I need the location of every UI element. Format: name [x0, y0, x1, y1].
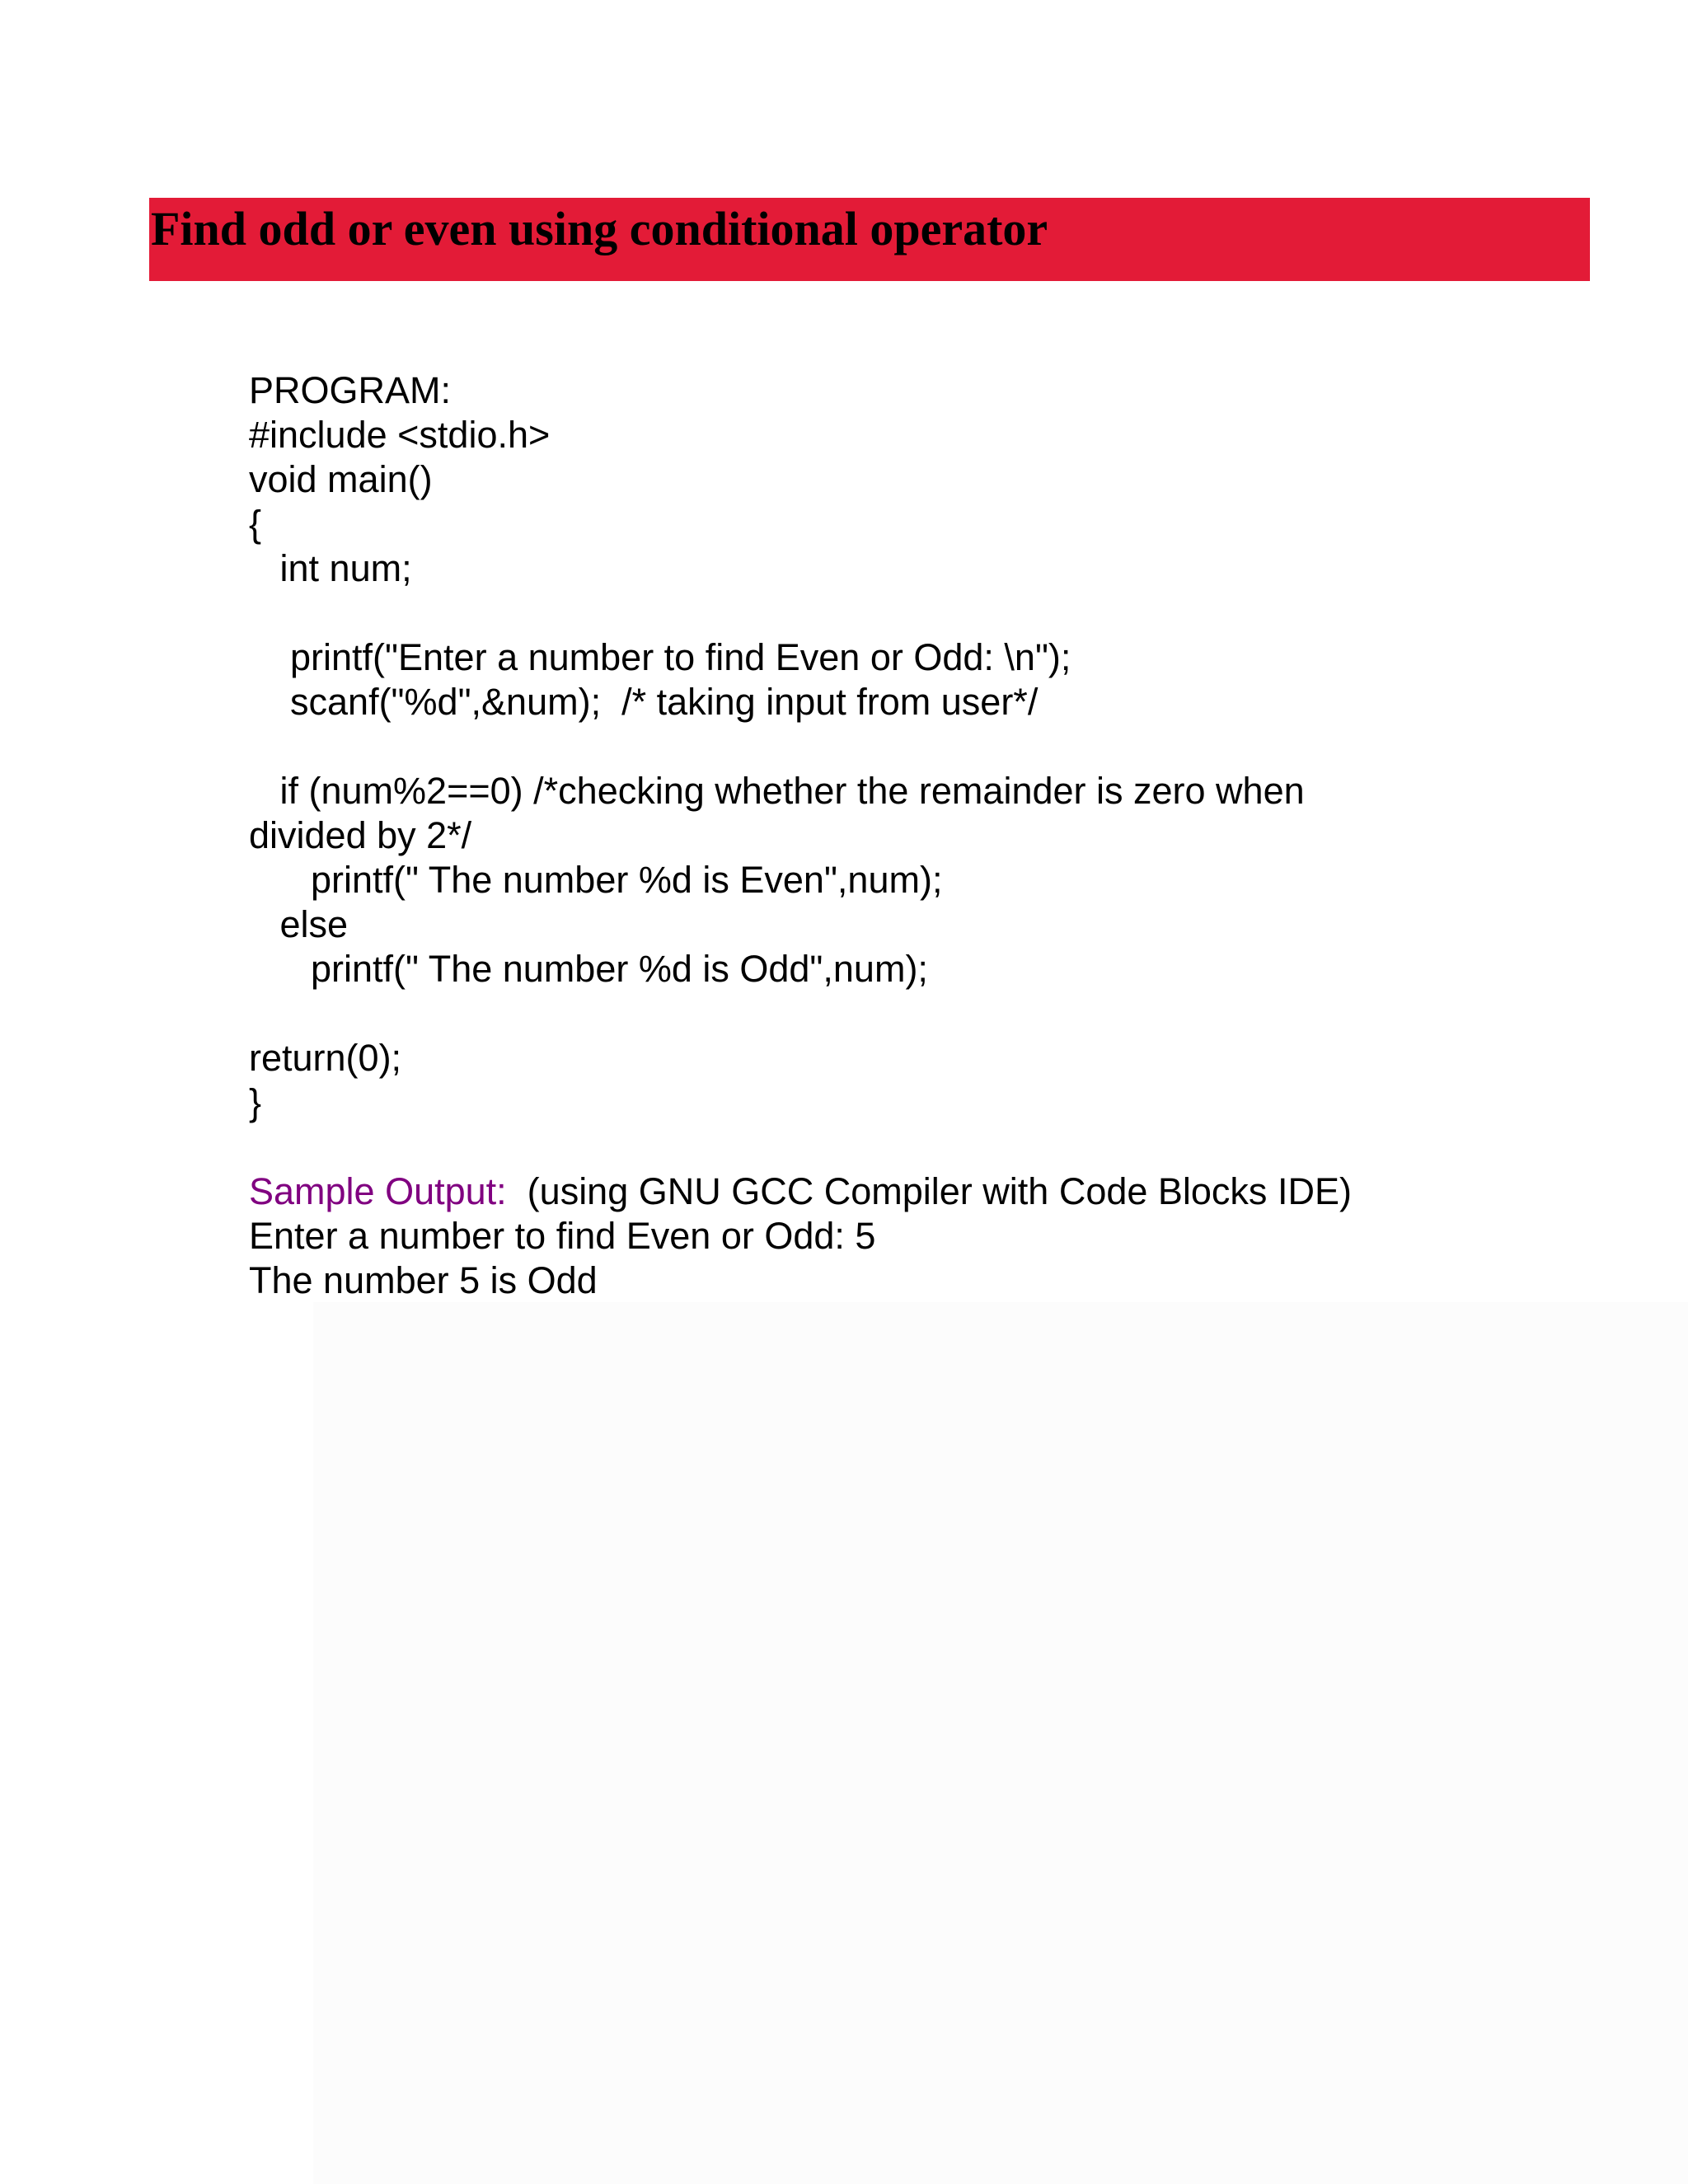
code-line: else	[249, 903, 349, 945]
code-line: return(0);	[249, 1037, 402, 1079]
sample-output-heading	[249, 1169, 1609, 1214]
page-shade	[313, 1302, 1688, 2184]
program-code	[249, 368, 1568, 1125]
code-line: }	[249, 1081, 262, 1123]
sample-output	[249, 1169, 1609, 1303]
code-line	[249, 724, 1568, 769]
code-line: scanf("%d",&num); /* taking input from user*/	[249, 681, 1039, 723]
output-line: Enter a number to find Even or Odd: 5	[249, 1215, 876, 1257]
sample-output-note: (using GNU GCC Compiler with Code Blocks IDE)	[506, 1170, 1352, 1212]
code-line: divided by 2*/	[249, 814, 472, 856]
code-line: printf("Enter a number to find Even or Odd: \n");	[249, 636, 1071, 678]
code-line	[249, 591, 1568, 635]
code-line: #include <stdio.h>	[249, 414, 551, 456]
page-title: Find odd or even using conditional operator	[151, 202, 1048, 255]
code-line: if (num%2==0) /*checking whether the remainder is zero when	[249, 770, 1305, 812]
code-line: void main()	[249, 458, 433, 500]
code-line: {	[249, 503, 262, 545]
title-banner	[149, 198, 1590, 281]
code-line: int num;	[249, 547, 412, 589]
code-line	[249, 991, 1568, 1036]
code-line: PROGRAM:	[249, 369, 452, 411]
output-line: The number 5 is Odd	[249, 1259, 598, 1301]
code-line: printf(" The number %d is Even",num);	[249, 859, 943, 901]
sample-output-label: Sample Output:	[249, 1170, 507, 1212]
code-line: printf(" The number %d is Odd",num);	[249, 948, 928, 990]
